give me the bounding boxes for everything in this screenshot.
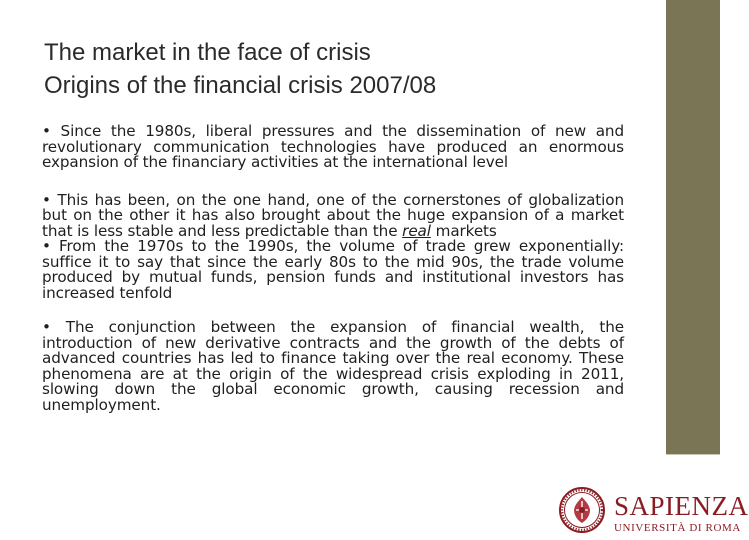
emphasis-real: real xyxy=(402,221,431,240)
logo-name: SAPIENZA xyxy=(614,491,749,521)
title-line-2: Origins of the financial crisis 2007/08 xyxy=(44,72,437,99)
university-seal-icon xyxy=(558,486,606,534)
sidebar-accent-bar xyxy=(666,0,720,454)
bullet-paragraph-2-text: • This has been, on the one hand, one of the cornerstones of globalization but on the other it has also brought about the huge expansion of a market that is less stable and less predictable than the xyxy=(42,190,624,240)
bullet-paragraph-2-end: markets xyxy=(430,221,497,240)
slide-body xyxy=(42,124,624,413)
sidebar-divider xyxy=(666,454,720,455)
logo-subtitle: UNIVERSITÀ DI ROMA xyxy=(614,522,741,534)
slide-title xyxy=(44,36,644,102)
bullet-paragraph-1: • Since the 1980s, liberal pressures and the dissemination of new and revolutionary communication technologies have produced an enormous expansion of the financiary activities at the international level xyxy=(42,122,624,171)
bullet-paragraph-4: • The conjunction between the expansion of financial wealth, the introduction of new derivative contracts and the growth of the debts of advanced countries has led to finance taking over the real economy. These phenomena are at the origin of the widespread crisis exploding in 2011, slowing down the global economic growth, causing recession and unemployment. xyxy=(42,318,624,414)
bullet-paragraph-3: • From the 1970s to the 1990s, the volume of trade grew exponentially: suffice it to say that since the early 80s to the mid 90s, the trade volume produced by mutual funds, pension funds and institutional investors has increased tenfold xyxy=(42,237,624,302)
title-line-1: The market in the face of crisis xyxy=(44,39,371,66)
bullet-paragraph-2 xyxy=(42,190,624,240)
sapienza-logo xyxy=(556,484,749,540)
